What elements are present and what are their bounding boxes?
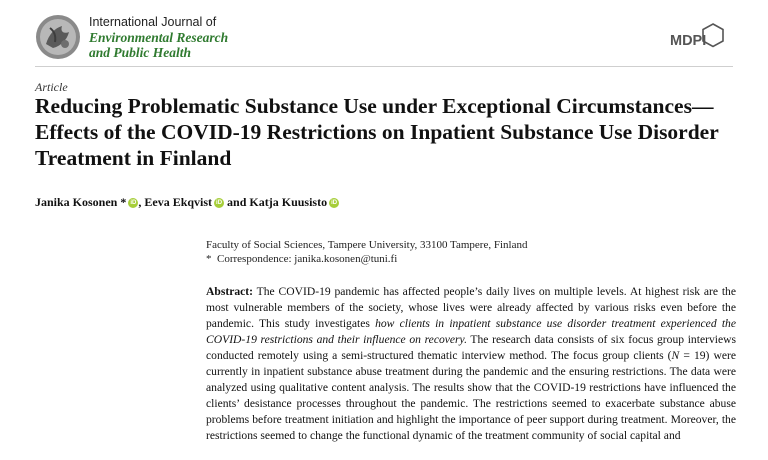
journal-logo — [35, 14, 81, 60]
correspondence-line — [206, 252, 527, 266]
affiliation-block — [206, 238, 527, 266]
mdpi-logo-text: MDPI — [670, 33, 707, 49]
corresponding-author-mark: * — [117, 195, 127, 209]
orcid-icon[interactable] — [128, 198, 138, 208]
author-name[interactable]: Katja Kuusisto — [249, 195, 328, 209]
article-type: Article — [35, 80, 68, 94]
journal-name — [89, 15, 228, 60]
journal-name-line2: Environmental Research — [89, 30, 229, 45]
article-title: Reducing Problematic Substance Use under Exceptional Circumstances—Effects of the COVID-19 Restrictions on Inpatient Substance Use Disorder Treatment in Finland — [35, 94, 719, 170]
abstract-text: = 19) were currently in inpatient substance abuse treatment during the pandemic and the ensuring restrictions. The data were analyzed using qualitative content analysis. The results show that the COVID-19 restrictions have influenced the clients’ desistance processes throughout the pandemic. The restrictions seemed to exacerbate substance abuse problems before treatment initiation and highlight the importance of peer support during treatment. Moreover, the restrictions seemed to change the functional dynamic of the treatment community of social capital and — [206, 349, 736, 443]
abstract-research-question: how clients in inpatient substance use disorder treatment experienced the COVID-19 restrictions and their influence on recovery. — [206, 317, 736, 347]
correspondence-mark: * — [206, 253, 212, 265]
header-divider — [35, 66, 733, 67]
orcid-icon[interactable] — [214, 198, 224, 208]
abstract-text: The COVID-19 pandemic has affected people’s daily lives on multiple levels. At highest risk are the most vulnerable members of the society, whose lives were already affected by various risks even before the pandemic. This study investigates — [206, 285, 736, 331]
author-conjunction: and — [227, 195, 247, 209]
author-name[interactable]: Eeva Ekqvist — [144, 195, 213, 209]
mdpi-logo — [669, 22, 729, 52]
journal-name-line3: and Public Health — [89, 45, 192, 60]
author-name[interactable]: Janika Kosonen — [35, 195, 118, 209]
correspondence-email[interactable]: Correspondence: janika.kosonen@tuni.fi — [217, 253, 398, 265]
abstract-text: The research data consists of six focus group interviews conducted remotely using a semi-structured thematic interview method. The focus group clients ( — [206, 333, 736, 363]
author-list — [35, 195, 339, 210]
author-separator: , — [138, 195, 142, 209]
affiliation: Faculty of Social Sciences, Tampere University, 33100 Tampere, Finland — [206, 239, 528, 251]
journal-name-line1: International Journal of — [89, 15, 217, 29]
abstract — [206, 284, 736, 444]
sample-size-variable: N — [671, 349, 680, 363]
orcid-icon[interactable] — [329, 198, 339, 208]
abstract-label: Abstract: — [206, 285, 254, 298]
